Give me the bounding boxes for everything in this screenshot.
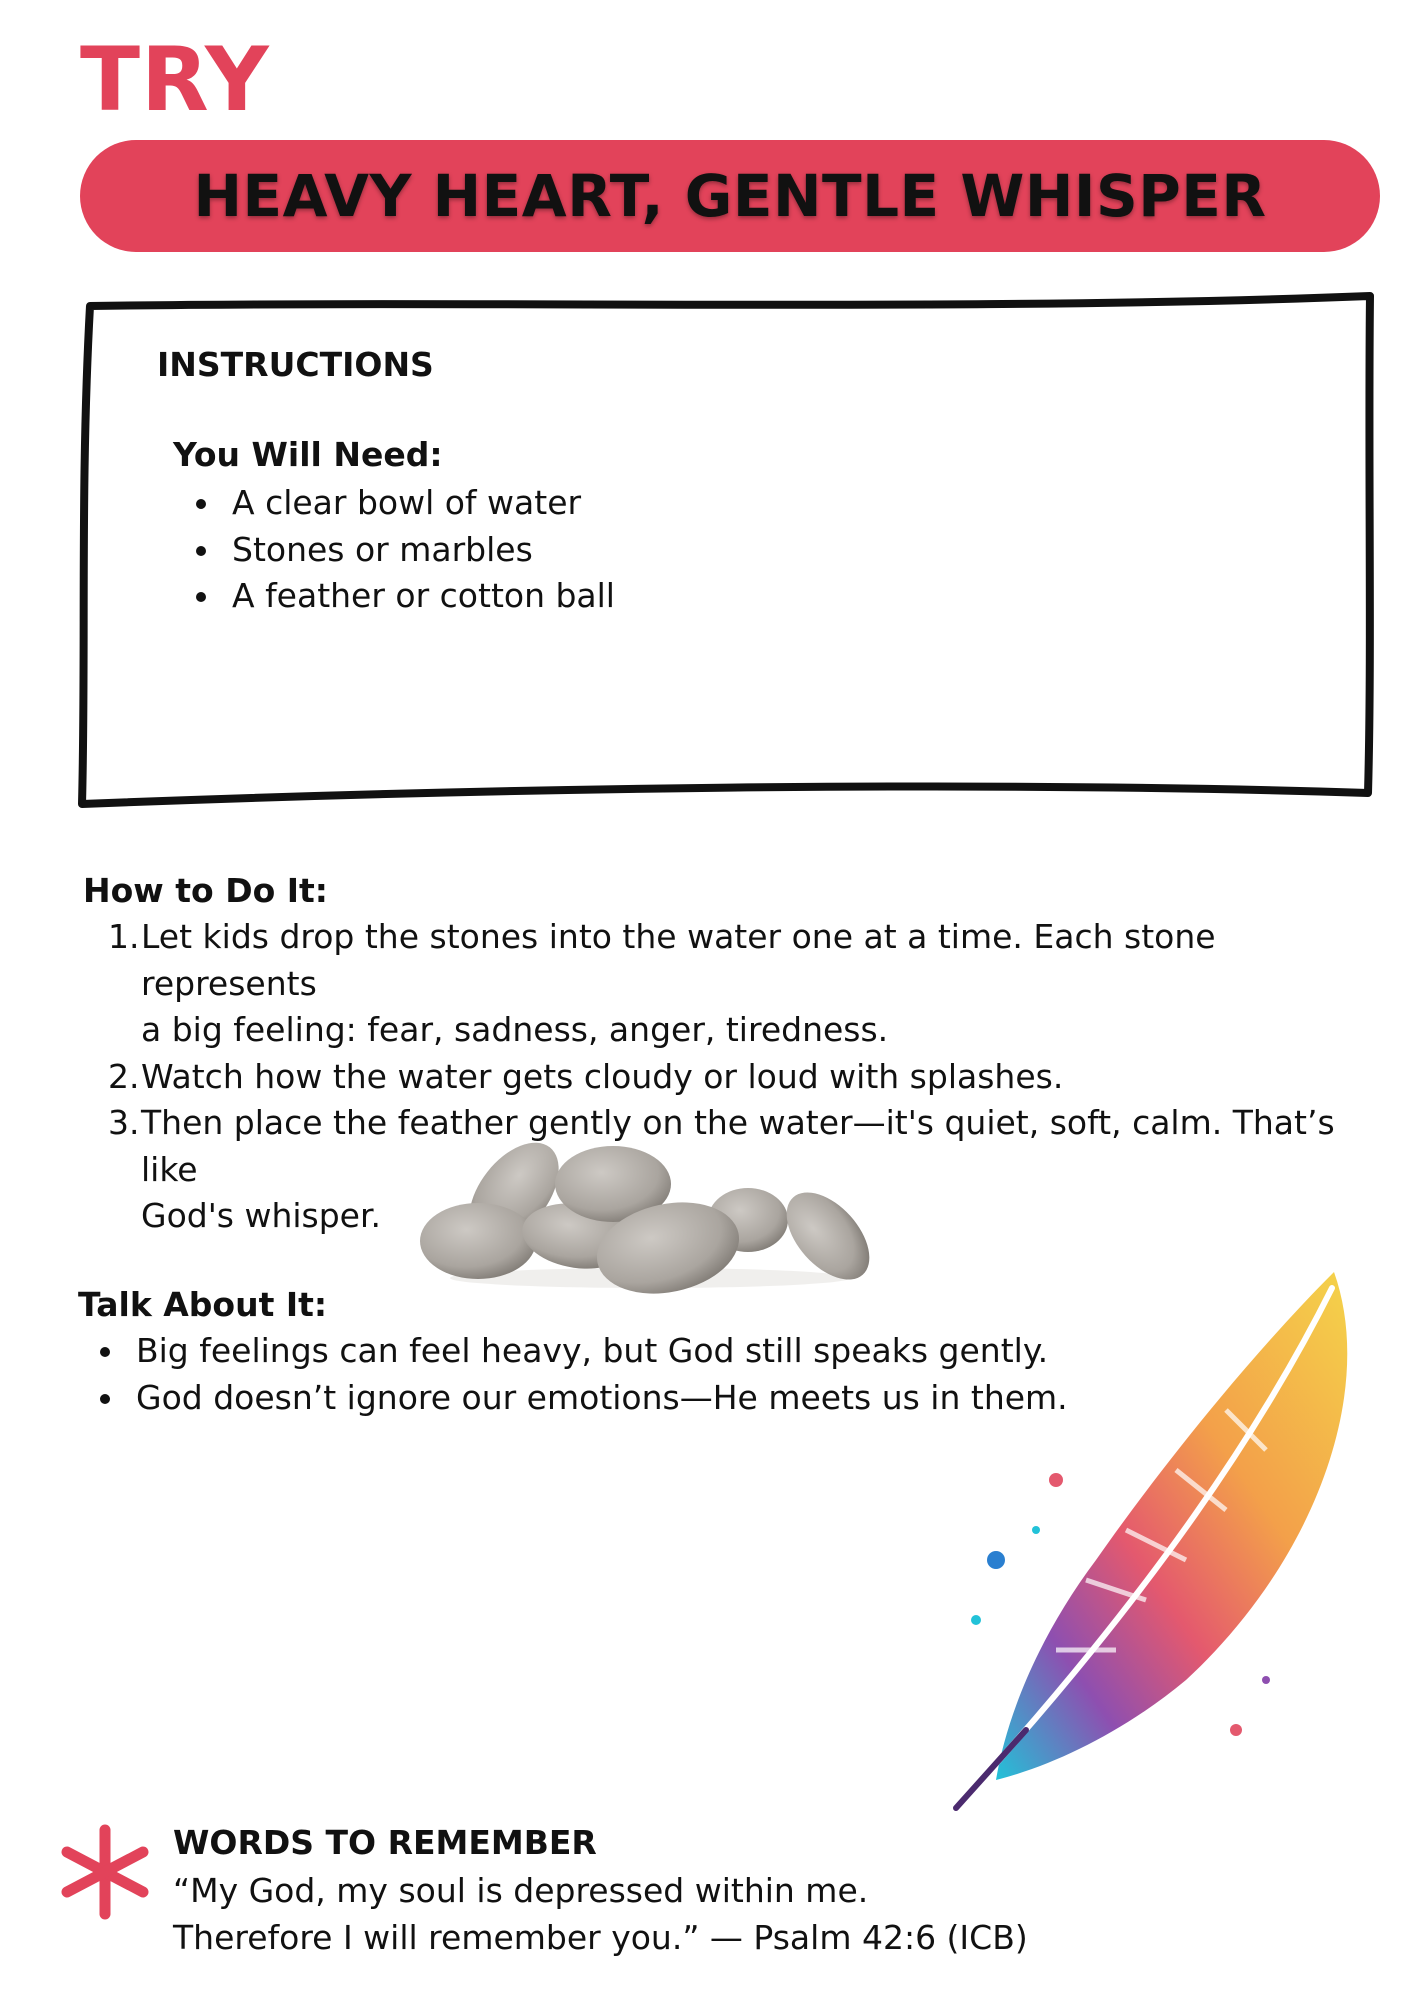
verse-line: Therefore I will remember you.” — Psalm 42:6 (ICB)	[173, 1917, 1028, 1957]
step-text-line: God's whisper.	[141, 1196, 382, 1235]
paint-splash	[1230, 1724, 1242, 1736]
how-to-heading: How to Do It:	[83, 871, 329, 910]
step-number: 2.	[108, 1056, 140, 1096]
title-banner	[80, 140, 1380, 252]
step-item	[108, 1054, 1358, 1101]
need-heading: You Will Need:	[173, 435, 443, 474]
talk-list	[100, 1328, 1068, 1421]
supply-item: A feather or cotton ball	[196, 573, 615, 620]
step-number: 1.	[108, 917, 140, 956]
paint-splash	[971, 1615, 981, 1625]
memory-verse-heading: WORDS TO REMEMBER	[173, 1823, 597, 1862]
instructions-heading: INSTRUCTIONS	[157, 345, 434, 384]
step-number: 3.	[108, 1103, 140, 1142]
asterisk-icon	[55, 1822, 155, 1922]
stone	[420, 1203, 536, 1279]
memory-verse	[173, 1868, 1028, 1961]
paint-splash	[1032, 1526, 1040, 1534]
section-label: TRY	[80, 28, 270, 131]
paint-splash	[1049, 1473, 1063, 1487]
supply-item: Stones or marbles	[196, 527, 615, 574]
step-item	[108, 914, 1358, 1054]
talk-item: God doesn’t ignore our emotions—He meets us in them.	[100, 1375, 1068, 1422]
step-text-line: Let kids drop the stones into the water one at a time. Each stone represents	[141, 917, 1216, 1003]
page-title: HEAVY HEART, GENTLE WHISPER	[193, 162, 1267, 230]
stones-illustration	[418, 1138, 888, 1298]
supply-item: A clear bowl of water	[196, 480, 615, 527]
talk-about-heading: Talk About It:	[78, 1285, 328, 1324]
step-text-line: a big feeling: fear, sadness, anger, tiredness.	[141, 1010, 889, 1049]
paint-splash	[987, 1551, 1005, 1569]
step-text-line: Then place the feather gently on the water—it's quiet, soft, calm. That’s like	[141, 1103, 1335, 1189]
paint-splash	[1262, 1676, 1270, 1684]
feather-illustration	[936, 1260, 1356, 1820]
step-text-line: Watch how the water gets cloudy or loud with splashes.	[141, 1056, 1064, 1096]
talk-item: Big feelings can feel heavy, but God still speaks gently.	[100, 1328, 1068, 1375]
supplies-list	[196, 480, 615, 620]
verse-line: “My God, my soul is depressed within me.	[173, 1871, 869, 1910]
